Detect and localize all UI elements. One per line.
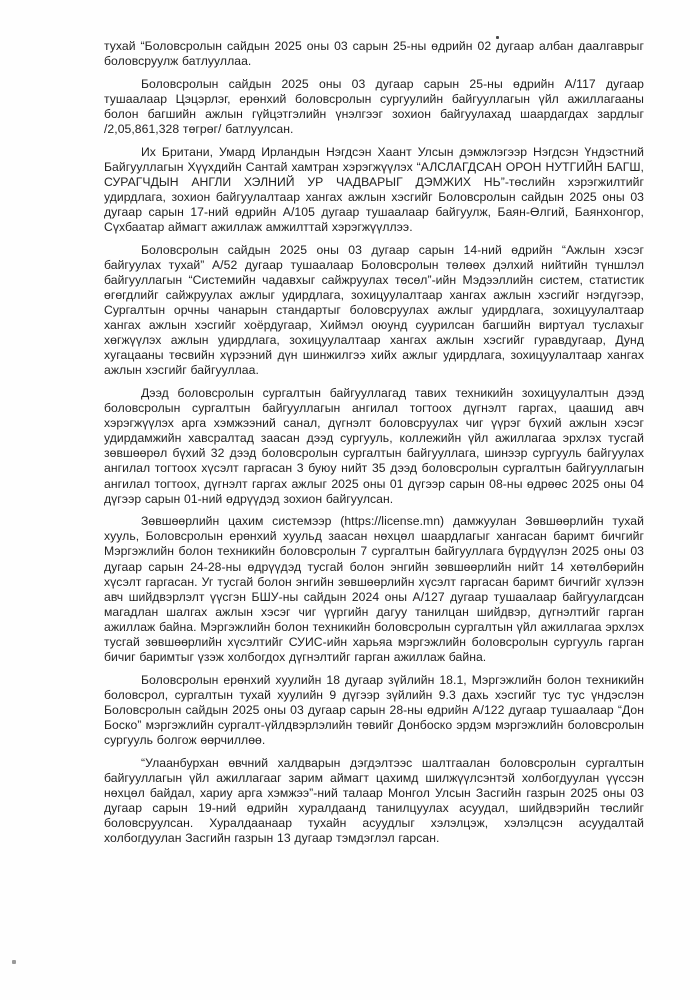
paragraph: Боловсролын сайдын 2025 оны 03 дугаар сарын 14-ний өдрийн “Ажлын хэсэг байгуулах тухай” А/52 дугаар тушаалаар Боловсролын төлөөх дэлхий нийтийн түншлэл байгууллагын “Системийн чадавхыг сайжруулах төсөл”-ийн Мэдээллийн систем, статистик өгөгдлийг сайжруулах ажлыг удирдлага, зохицуулалтаар хангах ажлын хэсгийг нэгдүгээр, Сургалтын орчны чанарын стандартыг боловсруулах ажлыг удирдлага, зохицуулалтаар хангах ажлын хэсгийг хоёрдугаар, Хиймэл оюунд суурилсан багшийн виртуал туслахыг хөгжүүлэх ажлын удирдлага, зохицуулалтаар хангах ажлын хэсгийг гуравдугаар, Дунд хугацааны төсвийн хүрээний дүн шинжилгээ хийх ажлыг удирдлага, зохицуулалтаар хангах ажлын хэсгийг байгууллаа. bbox=[104, 242, 644, 378]
paragraph: Зөвшөөрлийн цахим системээр (https://license.mn) дамжуулан Зөвшөөрлийн тухай хууль, Боловсролын ерөнхий хуульд заасан нөхцөл шаардлагыг хангасан баримт бичгийг Мэргэжлийн болон техникийн боловсролын 7 сургалтын байгууллага бүрдүүлэн 2025 оны 03 дугаар сарын 24-28-ны өдрүүдэд тусгай болон энгийн зөвшөөрлийн нийт 14 хөтөлбөрийн хүсэлт гаргасан. Уг тусгай болон энгийн зөвшөөрлийн хүсэлт гаргасан баримт бичгийг хүлээн авч шийдвэрлэлт үүсгэн БШУ-ны сайдын 2024 оны А/127 дугаар тушаалаар байгуулагдсан магадлан шалгах ажлын хэсэг чиг үүргийн дагуу танилцан шийдвэр, дүгнэлтийг гарган ажиллаж байна. Мэргэжлийн болон техникийн боловсролын сургалтын үйл ажиллагаа эрхлэх тусгай зөвшөөрлийн хүсэлтийг СУИС-ийн харьяа мэргэжлийн боловсролын сургууль гарган бичиг баримтыг үзэж холбогдох дүгнэлтийг гарган ажиллаж байна. bbox=[104, 514, 644, 665]
paragraph: Боловсролын ерөнхий хуулийн 18 дугаар зүйлийн 18.1, Мэргэжлийн болон техникийн боловсрол, сургалтын тухай хуулийн 9 дүгээр зүйлийн 9.3 дахь хэсгийг тус тус үндэслэн Боловсролын сайдын 2025 оны 03 дугаар сарын 28-ны өдрийн А/122 дугаар тушаалаар “Дон Боско” мэргэжлийн сургалт-үйлдвэрлэлийн төвийг Донбоско эрдэм мэргэжлийн боловсролын сургууль болгож өөрчиллөө. bbox=[104, 672, 644, 748]
paragraph: Их Британи, Умард Ирландын Нэгдсэн Хаант Улсын дэмжлэгээр Нэгдсэн Үндэстний Байгууллагын Хүүхдийн Сантай хамтран хэрэгжүүлэх “АЛСЛАГДСАН ОРОН НУТГИЙН БАГШ, СУРАГЧДЫН АНГЛИ ХЭЛНИЙ УР ЧАДВАРЫГ ДЭМЖИХ НЬ”-төслийн хэрэгжилтийг удирдлага, зохион байгуулалтаар хангах ажлын хэсгийг Боловсролын сайдын 2025 оны 03 дугаар сарын 17-ний өдрийн А/105 дугаар тушаалаар байгуулж, Баян-Өлгий, Баянхонгор, Сүхбаатар аймагт ажиллаж амжилттай хэрэгжүүллээ. bbox=[104, 144, 644, 235]
paragraph: “Улаанбурхан өвчний халдварын дэгдэлтээс шалтгаалан боловсролын сургалтын байгууллагын үйл ажиллагааг зарим аймагт цахимд шилжүүлсэнтэй холбогдуулан үүссэн нөхцөл байдал, хариу арга хэмжээ”-ний талаар Монгол Улсын Засгийн газрын 2025 оны 03 дугаар сарын 19-ний өдрийн хуралдаанд танилцуулах асуудал, шийдвэрийн төслийг боловсруулсан. Хуралдаанаар тухайн асуудлыг хэлэлцэж, хэлэлцсэн асуудалтай холбогдуулан Засгийн газрын 13 дугаар тэмдэглэл гарсан. bbox=[104, 755, 644, 846]
paragraph: Дээд боловсролын сургалтын байгууллагад тавих техникийн зохицуулалтын дээд боловсролын сургалтын байгууллагын ангилал тогтоох дүгнэлт гаргах, цаашид авч хэрэгжүүлэх арга хэмжээний санал, дүгнэлт боловсруулах чиг үүрэг бүхий ажлын хэсэг удирдамжийн хавсралтад заасан дээд сургууль, коллежийн үйл ажиллагаа эрхлэх тусгай зөвшөөрөл бүхий 32 дээд боловсролын сургалтын байгууллага, шинээр сургууль байгуулах ангилал тогтоох хүсэлт гаргасан 3 буюу нийт 35 дээд боловсролын сургалтын байгууллагын ангилал тогтоох, дүгнэлт гаргах ажлыг 2025 оны 01 дүгээр сарын 08-ны өдрөөс 2025 оны 04 дүгээр сарын 01-ний өдрүүдэд зохион байгуулсан. bbox=[104, 385, 644, 506]
paragraph: тухай “Боловсролын сайдын 2025 оны 03 сарын 25-ны өдрийн 02 дугаар албан даалгаврыг боловсруулж батлууллаа. bbox=[104, 39, 644, 69]
scan-speck bbox=[496, 36, 499, 39]
document-text bbox=[104, 39, 644, 846]
paragraph: Боловсролын сайдын 2025 оны 03 дугаар сарын 25-ны өдрийн А/117 дугаар тушаалаар Цэцэрлэг, ерөнхий боловсролын сургуулийн байгууллагын үйл ажиллагааны болон багшийн ажлын гүйцэтгэлийн үнэлгээг зохион байгуулахад шаардагдах зардлыг /2,05,861,328 төгрөг/ батлуулсан. bbox=[104, 76, 644, 136]
scan-speck bbox=[12, 960, 16, 964]
